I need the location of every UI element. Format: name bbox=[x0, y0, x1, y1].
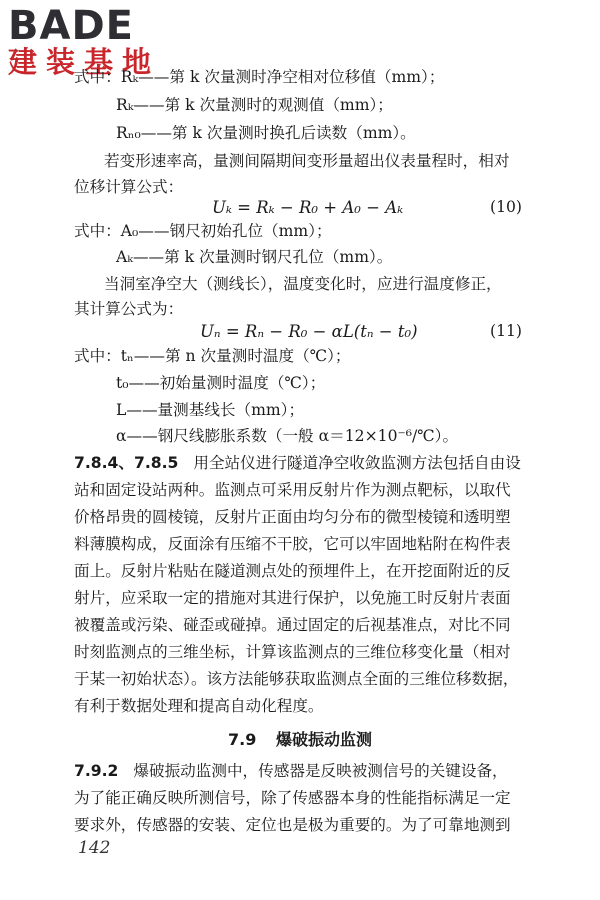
paragraph-line: 若变形速率高，量测间隔期间变形量超出仪表量程时，相对 bbox=[104, 152, 510, 170]
paragraph-line: 当洞室净空大（测线长），温度变化时，应进行温度修正， bbox=[104, 275, 502, 293]
section-number: 7.9 bbox=[228, 730, 257, 749]
definition-line: 式中：Rₖ——第 k 次量测时净空相对位移值（mm）； bbox=[74, 68, 445, 86]
definition-line: α——钢尺线膨胀系数（一般 α＝12×10⁻⁶/℃）。 bbox=[116, 427, 459, 445]
definition-line: 式中：tₙ——第 n 次量测时温度（℃）； bbox=[74, 347, 351, 365]
paragraph-line: 射片，应采取一定的措施对其进行保护，以免施工时反射片表面 bbox=[74, 589, 511, 607]
page-number: 142 bbox=[78, 838, 111, 858]
definition-line: 式中：A₀——钢尺初始孔位（mm）； bbox=[74, 222, 332, 240]
paragraph-line: 有利于数据处理和提高自动化程度。 bbox=[74, 697, 324, 715]
paragraph-line: 被覆盖或污染、碰歪或碰掉。通过固定的后视基准点，对比不同 bbox=[74, 616, 511, 634]
clause-792-first-line bbox=[74, 760, 508, 782]
paragraph-line: 于某一初始状态）。该方法能够获取监测点全面的三维位移数据， bbox=[74, 670, 519, 688]
equation-11: Uₙ = Rₙ − R₀ − αL(tₙ − t₀) bbox=[200, 322, 418, 341]
definition-line: Aₖ——第 k 次量测时钢尺孔位（mm）。 bbox=[116, 248, 393, 266]
clause-792-number: 7.9.2 bbox=[74, 762, 119, 780]
paragraph-line: 时刻监测点的三维坐标，计算该监测点的三维位移变化量（相对 bbox=[74, 643, 511, 661]
clause-792-text: 爆破振动监测中，传感器是反映被测信号的关键设备， bbox=[133, 762, 508, 780]
section-title: 爆破振动监测 bbox=[275, 730, 372, 749]
definition-line: Rₖ——第 k 次量测时的观测值（mm）； bbox=[116, 96, 393, 114]
paragraph-line: 料薄膜构成，反面涂有压缩不干胶，它可以牢固地粘附在构件表 bbox=[74, 535, 511, 553]
clause-784-first-line bbox=[74, 452, 521, 474]
clause-784-number: 7.8.4、7.8.5 bbox=[74, 454, 179, 472]
watermark-bottom-text: 建装基地 bbox=[8, 45, 161, 79]
section-heading bbox=[0, 727, 600, 750]
definition-line: Rₙ₀——第 k 次量测时换孔后读数（mm）。 bbox=[116, 124, 416, 142]
paragraph-line: 价格昂贵的圆棱镜，反射片正面由均匀分布的微型棱镜和透明塑 bbox=[74, 508, 511, 526]
paragraph-line: 站和固定设站两种。监测点可采用反射片作为测点靶标，以取代 bbox=[74, 481, 511, 499]
paragraph-line: 位移计算公式： bbox=[74, 178, 184, 196]
equation-11-number: (11) bbox=[490, 322, 523, 340]
paragraph-line: 面上。反射片粘贴在隧道测点处的预埋件上，在开挖面附近的反 bbox=[74, 562, 511, 580]
clause-784-text: 用全站仪进行隧道净空收敛监测方法包括自由设 bbox=[193, 454, 521, 472]
equation-10-number: (10) bbox=[490, 198, 523, 216]
definition-line: t₀——初始量测时温度（℃）； bbox=[116, 374, 326, 392]
watermark-top-text: BADE bbox=[8, 3, 134, 49]
paragraph-line: 其计算公式为： bbox=[74, 300, 184, 318]
equation-10: Uₖ = Rₖ − R₀ + A₀ − Aₖ bbox=[212, 198, 404, 217]
paragraph-line: 为了能正确反映所测信号，除了传感器本身的性能指标满足一定 bbox=[74, 789, 511, 807]
paragraph-line: 要求外，传感器的安装、定位也是极为重要的。为了可靠地测到 bbox=[74, 816, 511, 834]
definition-line: L——量测基线长（mm）； bbox=[116, 401, 305, 419]
